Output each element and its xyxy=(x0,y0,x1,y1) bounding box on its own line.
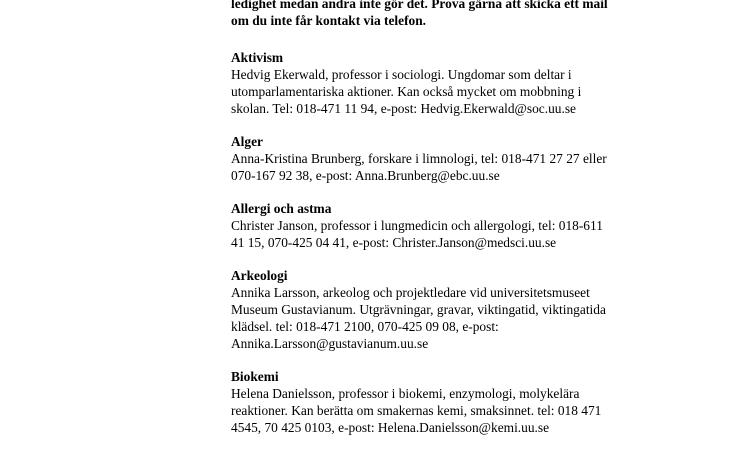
entry-title: Allergi och astma xyxy=(231,201,332,216)
document-page xyxy=(231,0,661,452)
entry-arkeologi xyxy=(231,267,661,352)
entry-biokemi xyxy=(231,368,661,436)
entry-allergi-och-astma xyxy=(231,200,661,251)
entry-body: Helena Danielsson, professor i biokemi, enzymologi, molykelära reaktioner. Kan berätta om smakernas kemi, smaksinnet. tel: 018 471 4545, 70 425 0103, e-post: Helena.Danielsson@kemi.uu.se xyxy=(231,386,602,435)
entry-title: Arkeologi xyxy=(231,268,288,283)
entry-title: Biokemi xyxy=(231,369,279,384)
entry-alger xyxy=(231,133,661,184)
entry-body: Anna-Kristina Brunberg, forskare i limnologi, tel: 018-471 27 27 eller 070-167 92 38, e-post: Anna.Brunberg@ebc.uu.se xyxy=(231,151,607,183)
intro-text: ledighet medan andra inte gör det. Prova gärna att skicka ett mail om du inte får kontakt via telefon. xyxy=(231,0,608,28)
entry-body: Annika Larsson, arkeolog och projektledare vid universitetsmuseet Museum Gustavianum. Utgrävningar, gravar, viktingatid, viktingatida klädsel. tel: 018-471 2100, 070-425 09 08, e-post: Annika.Larsson@gustavianum.uu.se xyxy=(231,285,606,351)
entry-aktivism xyxy=(231,49,661,117)
entry-body: Hedvig Ekerwald, professor i sociologi. Ungdomar som deltar i utomparlamentariska aktioner. Kan också mycket om mobbning i skolan. Tel: 018-471 11 94, e-post: Hedvig.Ekerwald@soc.uu.se xyxy=(231,67,582,116)
entry-title: Aktivism xyxy=(231,50,284,65)
entry-title: Alger xyxy=(231,134,263,149)
entry-body: Christer Janson, professor i lungmedicin och allergologi, tel: 018-611 41 15, 070-425 04 41, e-post: Christer.Janson@medsci.uu.se xyxy=(231,218,603,250)
